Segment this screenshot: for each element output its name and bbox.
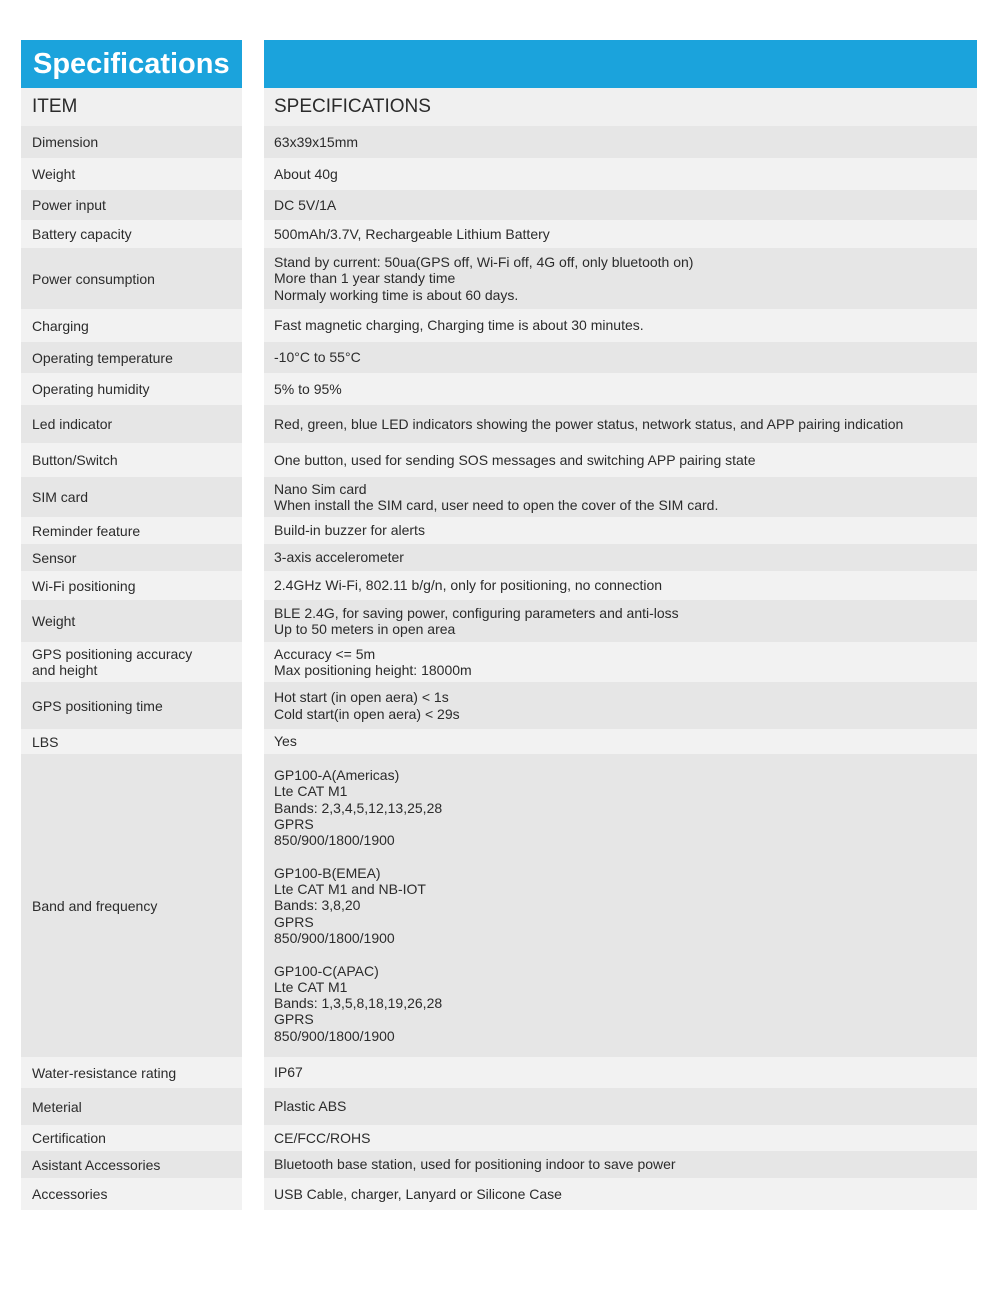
spec-value-line: GPRS <box>274 815 314 832</box>
spec-value-line: 3-axis accelerometer <box>274 549 404 566</box>
spec-value-line: GP100-A(Americas) <box>274 766 400 783</box>
spec-item-label: Reminder feature <box>21 517 242 544</box>
spec-item-label: Power input <box>21 190 242 220</box>
column-header-row <box>21 88 977 126</box>
spec-value <box>264 600 977 642</box>
spec-value-line: 5% to 95% <box>274 380 342 397</box>
spec-item-label: Led indicator <box>21 405 242 443</box>
spec-value <box>264 405 977 443</box>
spec-value <box>264 373 977 405</box>
table-row <box>21 1057 977 1088</box>
spec-value-line: USB Cable, charger, Lanyard or Silicone Case <box>274 1185 562 1202</box>
spec-value <box>264 571 977 600</box>
header-bar-right <box>264 40 977 88</box>
spec-value <box>264 729 977 754</box>
spec-value <box>264 642 977 682</box>
spec-value-line <box>274 848 977 864</box>
table-row <box>21 443 977 477</box>
spec-value-line: Lte CAT M1 <box>274 978 348 995</box>
table-row <box>21 126 977 158</box>
spec-value-line: Max positioning height: 18000m <box>274 662 472 678</box>
spec-value-line: Red, green, blue LED indicators showing the power status, network status, and APP pairing indication <box>274 415 904 432</box>
column-header-spec: SPECIFICATIONS <box>264 88 977 126</box>
spec-value-line: Bands: 2,3,4,5,12,13,25,28 <box>274 799 443 816</box>
spec-item-label: Operating temperature <box>21 342 242 373</box>
spec-value <box>264 158 977 190</box>
table-row <box>21 309 977 342</box>
table-row <box>21 1178 977 1210</box>
spec-item-label: Charging <box>21 309 242 342</box>
table-row <box>21 517 977 544</box>
table-row <box>21 1125 977 1151</box>
spec-table-body <box>21 126 977 1210</box>
spec-item-label: Asistant Accessories <box>21 1151 242 1178</box>
table-row <box>21 248 977 309</box>
spec-value-line: 850/900/1800/1900 <box>274 832 395 849</box>
table-row <box>21 544 977 571</box>
table-row <box>21 682 977 729</box>
spec-value-line: When install the SIM card, user need to open the cover of the SIM card. <box>274 497 719 513</box>
spec-value-line: GP100-B(EMEA) <box>274 864 381 881</box>
spec-value-line: CE/FCC/ROHS <box>274 1129 371 1146</box>
spec-value-line: Hot start (in open aera) < 1s <box>274 689 449 706</box>
spec-value <box>264 342 977 373</box>
spec-item-label: Battery capacity <box>21 220 242 248</box>
spec-value <box>264 220 977 248</box>
spec-value <box>264 1057 977 1088</box>
spec-value-line: BLE 2.4G, for saving power, configuring parameters and anti-loss <box>274 604 679 621</box>
page-title: Specifications <box>21 40 242 88</box>
spec-item-label: Dimension <box>21 126 242 158</box>
spec-item-label: Meterial <box>21 1088 242 1125</box>
spec-value-line: One button, used for sending SOS messages and switching APP pairing state <box>274 451 756 468</box>
spec-value <box>264 443 977 477</box>
spec-value <box>264 517 977 544</box>
spec-value-line <box>274 946 977 962</box>
spec-value-line: Nano Sim card <box>274 480 367 497</box>
spec-value <box>264 544 977 571</box>
header-bar <box>21 40 977 88</box>
spec-value <box>264 682 977 729</box>
spec-value-line: About 40g <box>274 165 338 182</box>
table-row <box>21 342 977 373</box>
spec-item-label: Weight <box>21 158 242 190</box>
spec-value-line: Stand by current: 50ua(GPS off, Wi-Fi off, 4G off, only bluetooth on) <box>274 254 694 271</box>
table-row <box>21 600 977 642</box>
spec-item-label: Band and frequency <box>21 754 242 1057</box>
spec-value <box>264 1125 977 1151</box>
table-row <box>21 158 977 190</box>
spec-value-line: 850/900/1800/1900 <box>274 929 395 946</box>
spec-value-line: 2.4GHz Wi-Fi, 802.11 b/g/n, only for positioning, no connection <box>274 577 663 594</box>
spec-value-line: More than 1 year standy time <box>274 270 456 287</box>
spec-item-label: Operating humidity <box>21 373 242 405</box>
table-row <box>21 642 977 682</box>
spec-value <box>264 1151 977 1178</box>
spec-value-line: Fast magnetic charging, Charging time is about 30 minutes. <box>274 317 644 334</box>
spec-item-label: Sensor <box>21 544 242 571</box>
spec-item-label: Wi-Fi positioning <box>21 571 242 600</box>
spec-item-label: Water-resistance rating <box>21 1057 242 1088</box>
spec-item-label: Button/Switch <box>21 443 242 477</box>
spec-value-line: Bluetooth base station, used for positioning indoor to save power <box>274 1156 676 1173</box>
spec-value <box>264 126 977 158</box>
spec-value-line: Yes <box>274 733 297 750</box>
spec-value-line: Lte CAT M1 and NB-IOT <box>274 881 426 898</box>
table-row <box>21 405 977 443</box>
spec-value-line: GP100-C(APAC) <box>274 962 379 979</box>
spec-value-line: Plastic ABS <box>274 1098 347 1115</box>
spec-value <box>264 754 977 1057</box>
spec-item-label: GPS positioning time <box>21 682 242 729</box>
table-row <box>21 1088 977 1125</box>
spec-value <box>264 248 977 309</box>
spec-value-line: Build-in buzzer for alerts <box>274 522 425 539</box>
spec-value-line: Bands: 3,8,20 <box>274 897 361 914</box>
spec-item-label: LBS <box>21 729 242 754</box>
spec-value <box>264 309 977 342</box>
spec-value-line: Lte CAT M1 <box>274 783 348 800</box>
table-row <box>21 754 977 1057</box>
spec-value-line: 63x39x15mm <box>274 133 359 150</box>
spec-value <box>264 190 977 220</box>
spec-value-line: Accuracy <= 5m <box>274 645 376 662</box>
spec-value-line: Bands: 1,3,5,8,18,19,26,28 <box>274 995 443 1012</box>
spec-value-line: -10°C to 55°C <box>274 349 361 366</box>
spec-item-label: Certification <box>21 1125 242 1151</box>
column-header-item: ITEM <box>21 88 242 126</box>
spec-value-line: Cold start(in open aera) < 29s <box>274 705 460 722</box>
table-row <box>21 729 977 754</box>
spec-item-label: SIM card <box>21 477 242 517</box>
spec-value-line: IP67 <box>274 1064 303 1081</box>
spec-value-line: 500mAh/3.7V, Rechargeable Lithium Battery <box>274 225 550 242</box>
spec-item-label: Weight <box>21 600 242 642</box>
spec-value-line: Up to 50 meters in open area <box>274 621 456 637</box>
spec-item-label: GPS positioning accuracy and height <box>21 642 242 682</box>
spec-item-label: Accessories <box>21 1178 242 1210</box>
spec-item-label: Power consumption <box>21 248 242 309</box>
spec-value-line: GPRS <box>274 1011 314 1028</box>
spec-value <box>264 1088 977 1125</box>
table-row <box>21 571 977 600</box>
spec-value-line: GPRS <box>274 913 314 930</box>
table-row <box>21 220 977 248</box>
spec-value <box>264 1178 977 1210</box>
spec-value-line: Normaly working time is about 60 days. <box>274 286 519 303</box>
table-row <box>21 1151 977 1178</box>
table-row <box>21 373 977 405</box>
spec-sheet <box>21 40 977 1210</box>
spec-value <box>264 477 977 517</box>
spec-value-line: 850/900/1800/1900 <box>274 1027 395 1044</box>
table-row <box>21 190 977 220</box>
table-row <box>21 477 977 517</box>
spec-value-line: DC 5V/1A <box>274 196 337 213</box>
